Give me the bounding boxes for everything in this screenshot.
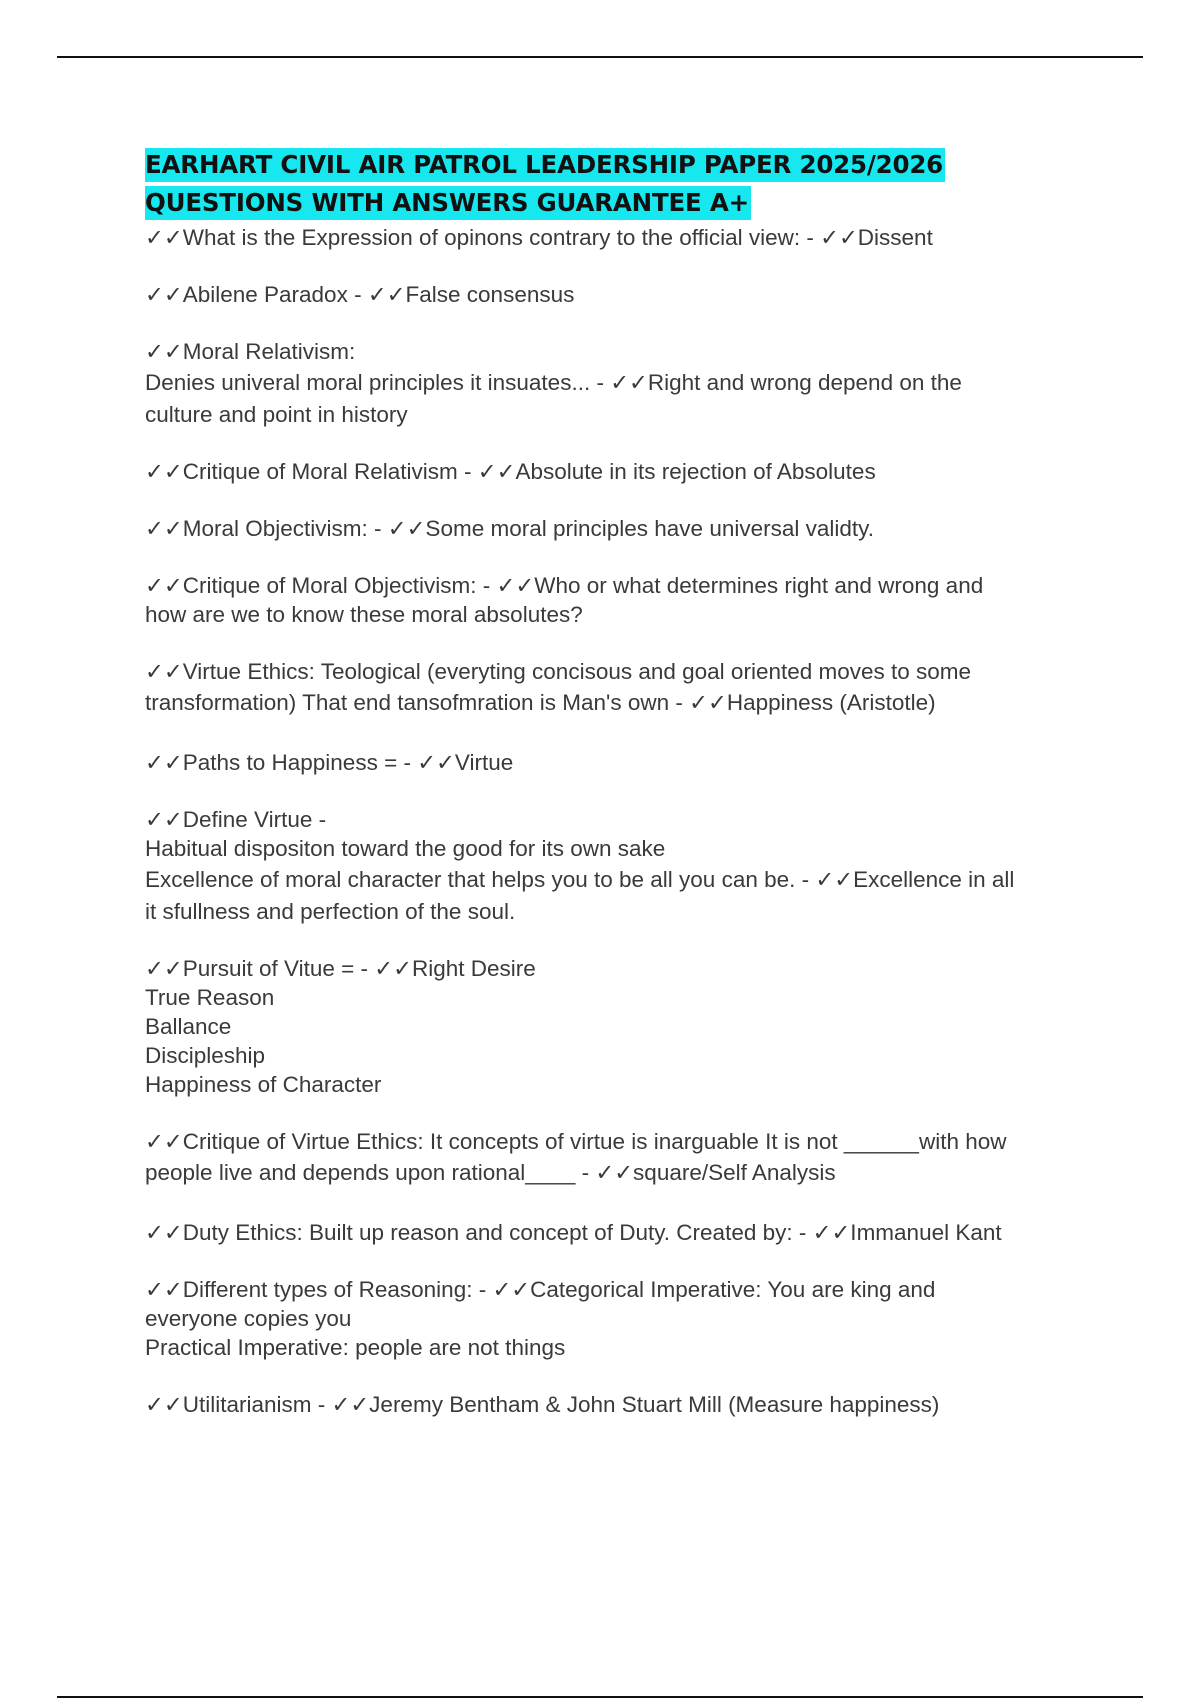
qa-line: ✓✓Critique of Moral Objectivism: - ✓✓Who or what determines right and wrong and xyxy=(145,573,984,598)
qa-line: ✓✓Pursuit of Vitue = - ✓✓Right Desire xyxy=(145,956,536,981)
qa-line: ✓✓Abilene Paradox - ✓✓False consensus xyxy=(145,282,575,307)
document-title xyxy=(145,146,1085,222)
qa-line: ✓✓Utilitarianism - ✓✓Jeremy Bentham & John Stuart Mill (Measure happiness) xyxy=(145,1392,940,1417)
qa-line: Practical Imperative: people are not things xyxy=(145,1335,566,1360)
qa-line: ✓✓Virtue Ethics: Teological (everyting concisous and goal oriented moves to some xyxy=(145,659,972,684)
qa-item xyxy=(145,1127,1085,1190)
qa-line: Denies univeral moral principles it insuates... - ✓✓Right and wrong depend on the xyxy=(145,370,962,395)
qa-line: True Reason xyxy=(145,985,275,1010)
qa-item xyxy=(145,457,1085,486)
title-line-1: EARHART CIVIL AIR PATROL LEADERSHIP PAPER 2025/2026 xyxy=(145,148,945,182)
qa-line: ✓✓Different types of Reasoning: - ✓✓Categorical Imperative: You are king and xyxy=(145,1277,936,1302)
qa-line: ✓✓Define Virtue - xyxy=(145,807,327,832)
qa-line: ✓✓Moral Objectivism: - ✓✓Some moral principles have universal validty. xyxy=(145,516,874,541)
qa-item xyxy=(145,1218,1085,1247)
document-body xyxy=(145,146,1085,1447)
title-line-2: QUESTIONS WITH ANSWERS GUARANTEE A+ xyxy=(145,186,751,220)
qa-item xyxy=(145,954,1085,1099)
qa-item xyxy=(145,748,1085,777)
qa-line: Excellence of moral character that helps you to be all you can be. - ✓✓Excellence in all xyxy=(145,867,1015,892)
qa-item xyxy=(145,514,1085,543)
qa-line: Discipleship xyxy=(145,1043,266,1068)
qa-line: ✓✓Moral Relativism: xyxy=(145,339,356,364)
qa-line: Ballance xyxy=(145,1014,232,1039)
qa-line: ✓✓Duty Ethics: Built up reason and concept of Duty. Created by: - ✓✓Immanuel Kant xyxy=(145,1220,1002,1245)
qa-line: ✓✓Paths to Happiness = - ✓✓Virtue xyxy=(145,750,514,775)
qa-item xyxy=(145,657,1085,720)
qa-item xyxy=(145,1390,1085,1419)
bottom-divider xyxy=(57,1696,1143,1698)
qa-line: people live and depends upon rational____ - ✓✓square/Self Analysis xyxy=(145,1160,836,1185)
qa-line: Happiness of Character xyxy=(145,1072,382,1097)
qa-list xyxy=(145,223,1085,1419)
qa-line: Habitual dispositon toward the good for its own sake xyxy=(145,836,666,861)
qa-line: it sfullness and perfection of the soul. xyxy=(145,899,516,924)
qa-line: ✓✓Critique of Moral Relativism - ✓✓Absolute in its rejection of Absolutes xyxy=(145,459,876,484)
qa-line: culture and point in history xyxy=(145,402,408,427)
qa-item xyxy=(145,337,1085,429)
qa-item xyxy=(145,280,1085,309)
qa-item xyxy=(145,571,1085,629)
qa-line: ✓✓What is the Expression of opinons contrary to the official view: - ✓✓Dissent xyxy=(145,225,933,250)
qa-item xyxy=(145,805,1085,926)
qa-line: ✓✓Critique of Virtue Ethics: It concepts of virtue is inarguable It is not ______with how xyxy=(145,1129,1007,1154)
qa-line: transformation) That end tansofmration is Man's own - ✓✓Happiness (Aristotle) xyxy=(145,690,936,715)
qa-item xyxy=(145,223,1085,252)
qa-item xyxy=(145,1275,1085,1362)
qa-line: how are we to know these moral absolutes? xyxy=(145,602,583,627)
top-divider xyxy=(57,56,1143,58)
qa-line: everyone copies you xyxy=(145,1306,352,1331)
